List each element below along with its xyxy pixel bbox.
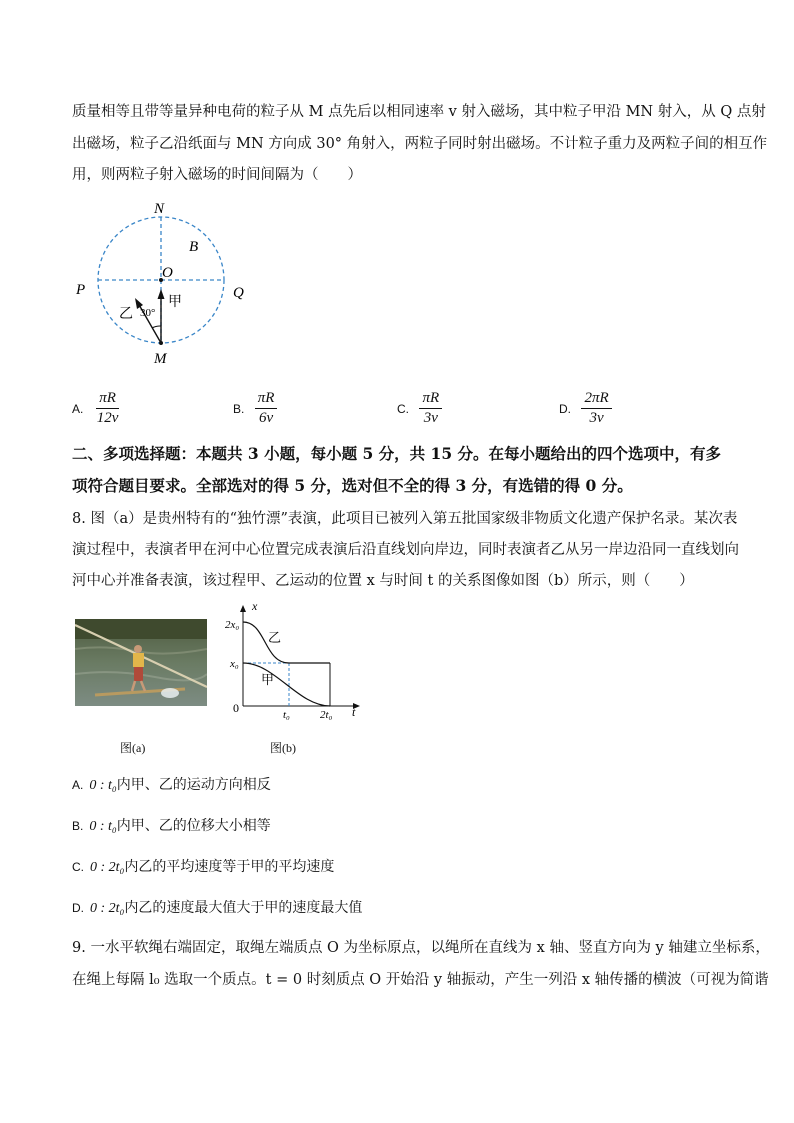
option-range: 0 : t₀ <box>89 778 117 793</box>
q7-option-d[interactable] <box>559 390 612 427</box>
q8-line-1: 8. 图（a）是贵州特有的“独竹漂”表演，此项目已被列入第五批国家级非物质文化遗产保护名录。某次表 <box>72 511 738 527</box>
label-angle: 30° <box>140 307 156 319</box>
fraction-denominator: 12v <box>96 410 119 426</box>
label-t0: t₀ <box>283 709 290 721</box>
photo-illustration <box>75 619 207 706</box>
x-axis-arrow <box>240 605 246 612</box>
figure-b-caption: 图(b) <box>270 741 296 755</box>
option-text: 内甲、乙的位移大小相等 <box>116 818 271 834</box>
bamboo-rafting-photo <box>75 619 207 706</box>
q8-line-3: 河中心并准备表演，该过程甲、乙运动的位置 x 与时间 t 的关系图像如图（b）所示，则（ ） <box>72 573 694 589</box>
q8-option-a[interactable] <box>72 774 271 794</box>
option-text: 内乙的平均速度等于甲的平均速度 <box>124 859 335 875</box>
label-o: O <box>162 265 173 281</box>
option-label: A. <box>72 778 84 792</box>
option-label: D. <box>72 901 84 915</box>
option-fraction <box>419 390 442 427</box>
figure-a-caption: 图(a) <box>120 741 146 755</box>
label-m: M <box>154 351 167 367</box>
option-label: B. <box>233 401 245 416</box>
option-label: B. <box>72 819 84 833</box>
fraction-denominator: 3v <box>589 410 604 426</box>
label-b: B <box>189 239 199 255</box>
fraction-numerator: πR <box>419 390 442 409</box>
label-yi: 乙 <box>268 630 282 645</box>
option-fraction <box>255 390 278 427</box>
fraction-numerator: πR <box>255 390 278 409</box>
xt-graph <box>222 600 367 725</box>
label-jia: 甲 <box>261 672 275 687</box>
option-range: 0 : 2t₀ <box>90 860 125 875</box>
label-x-axis: x <box>252 600 258 613</box>
q8-line-2: 演过程中，表演者甲在河中心位置完成表演后沿直线划向岸边，同时表演者乙从另一岸边沿同一直线划向 <box>72 542 739 558</box>
q7-circle-figure <box>70 198 260 373</box>
option-label: A. <box>72 401 84 416</box>
label-jia: 甲 <box>168 295 182 310</box>
label-q: Q <box>233 285 244 301</box>
q7-option-b[interactable] <box>233 390 277 427</box>
arrowhead-jia <box>158 289 165 299</box>
curve-yi <box>243 622 330 663</box>
option-text: 内甲、乙的运动方向相反 <box>116 777 271 793</box>
q8-option-b[interactable] <box>72 815 271 835</box>
fraction-numerator: πR <box>96 390 119 409</box>
label-2t0: 2t₀ <box>320 709 333 721</box>
q8-option-d[interactable] <box>72 897 362 917</box>
q9-line-1: 9. 一水平软绳右端固定，取绳左端质点 O 为坐标原点，以绳所在直线为 x 轴、竖直方向为 y 轴建立坐标系， <box>72 940 770 956</box>
q8-option-c[interactable] <box>72 856 334 876</box>
label-2x0: 2x₀ <box>225 619 240 631</box>
option-label: C. <box>397 401 409 416</box>
section-2-heading-line-1: 二、多项选择题：本题共 3 小题，每小题 5 分，共 15 分。在每小题给出的四个选项中，有多 <box>72 444 722 463</box>
option-fraction <box>94 390 122 427</box>
option-fraction <box>581 390 611 427</box>
section-2-heading-line-2: 项符合题目要求。全部选对的得 5 分，选对但不全的得 3 分，有选错的得 0 分。 <box>72 476 633 495</box>
label-t-axis: t <box>352 705 356 719</box>
angle-arc <box>152 326 161 328</box>
q7-option-a[interactable] <box>72 390 121 427</box>
option-label: C. <box>72 860 84 874</box>
label-p: P <box>76 282 86 298</box>
q7-option-c[interactable] <box>397 390 442 427</box>
option-range: 0 : t₀ <box>89 819 117 834</box>
fraction-denominator: 6v <box>259 410 274 426</box>
q9-line-2: 在绳上每隔 l₀ 选取一个质点。t = 0 时刻质点 O 开始沿 y 轴振动，产生一列沿 x 轴传播的横波（可视为简谐 <box>72 972 769 988</box>
label-n: N <box>154 201 165 217</box>
option-label: D. <box>559 401 571 416</box>
label-origin: 0 <box>233 701 239 715</box>
fraction-numerator: 2πR <box>581 390 611 409</box>
option-text: 内乙的速度最大值大于甲的速度最大值 <box>124 900 363 916</box>
q7-line-2: 出磁场，粒子乙沿纸面与 MN 方向成 30° 角射入，两粒子同时射出磁场。不计粒子重力及两粒子间的相互作 <box>72 136 768 152</box>
curve-jia <box>243 663 330 706</box>
q7-line-3: 用，则两粒子射入磁场的时间间隔为（ ） <box>72 167 362 183</box>
label-x0: x₀ <box>230 658 239 670</box>
fraction-denominator: 3v <box>423 410 438 426</box>
label-yi: 乙 <box>119 307 133 322</box>
option-range: 0 : 2t₀ <box>90 901 125 916</box>
q7-line-1: 质量相等且带等量异种电荷的粒子从 M 点先后以相同速率 v 射入磁场，其中粒子甲沿 MN 射入，从 Q 点射 <box>72 104 766 120</box>
